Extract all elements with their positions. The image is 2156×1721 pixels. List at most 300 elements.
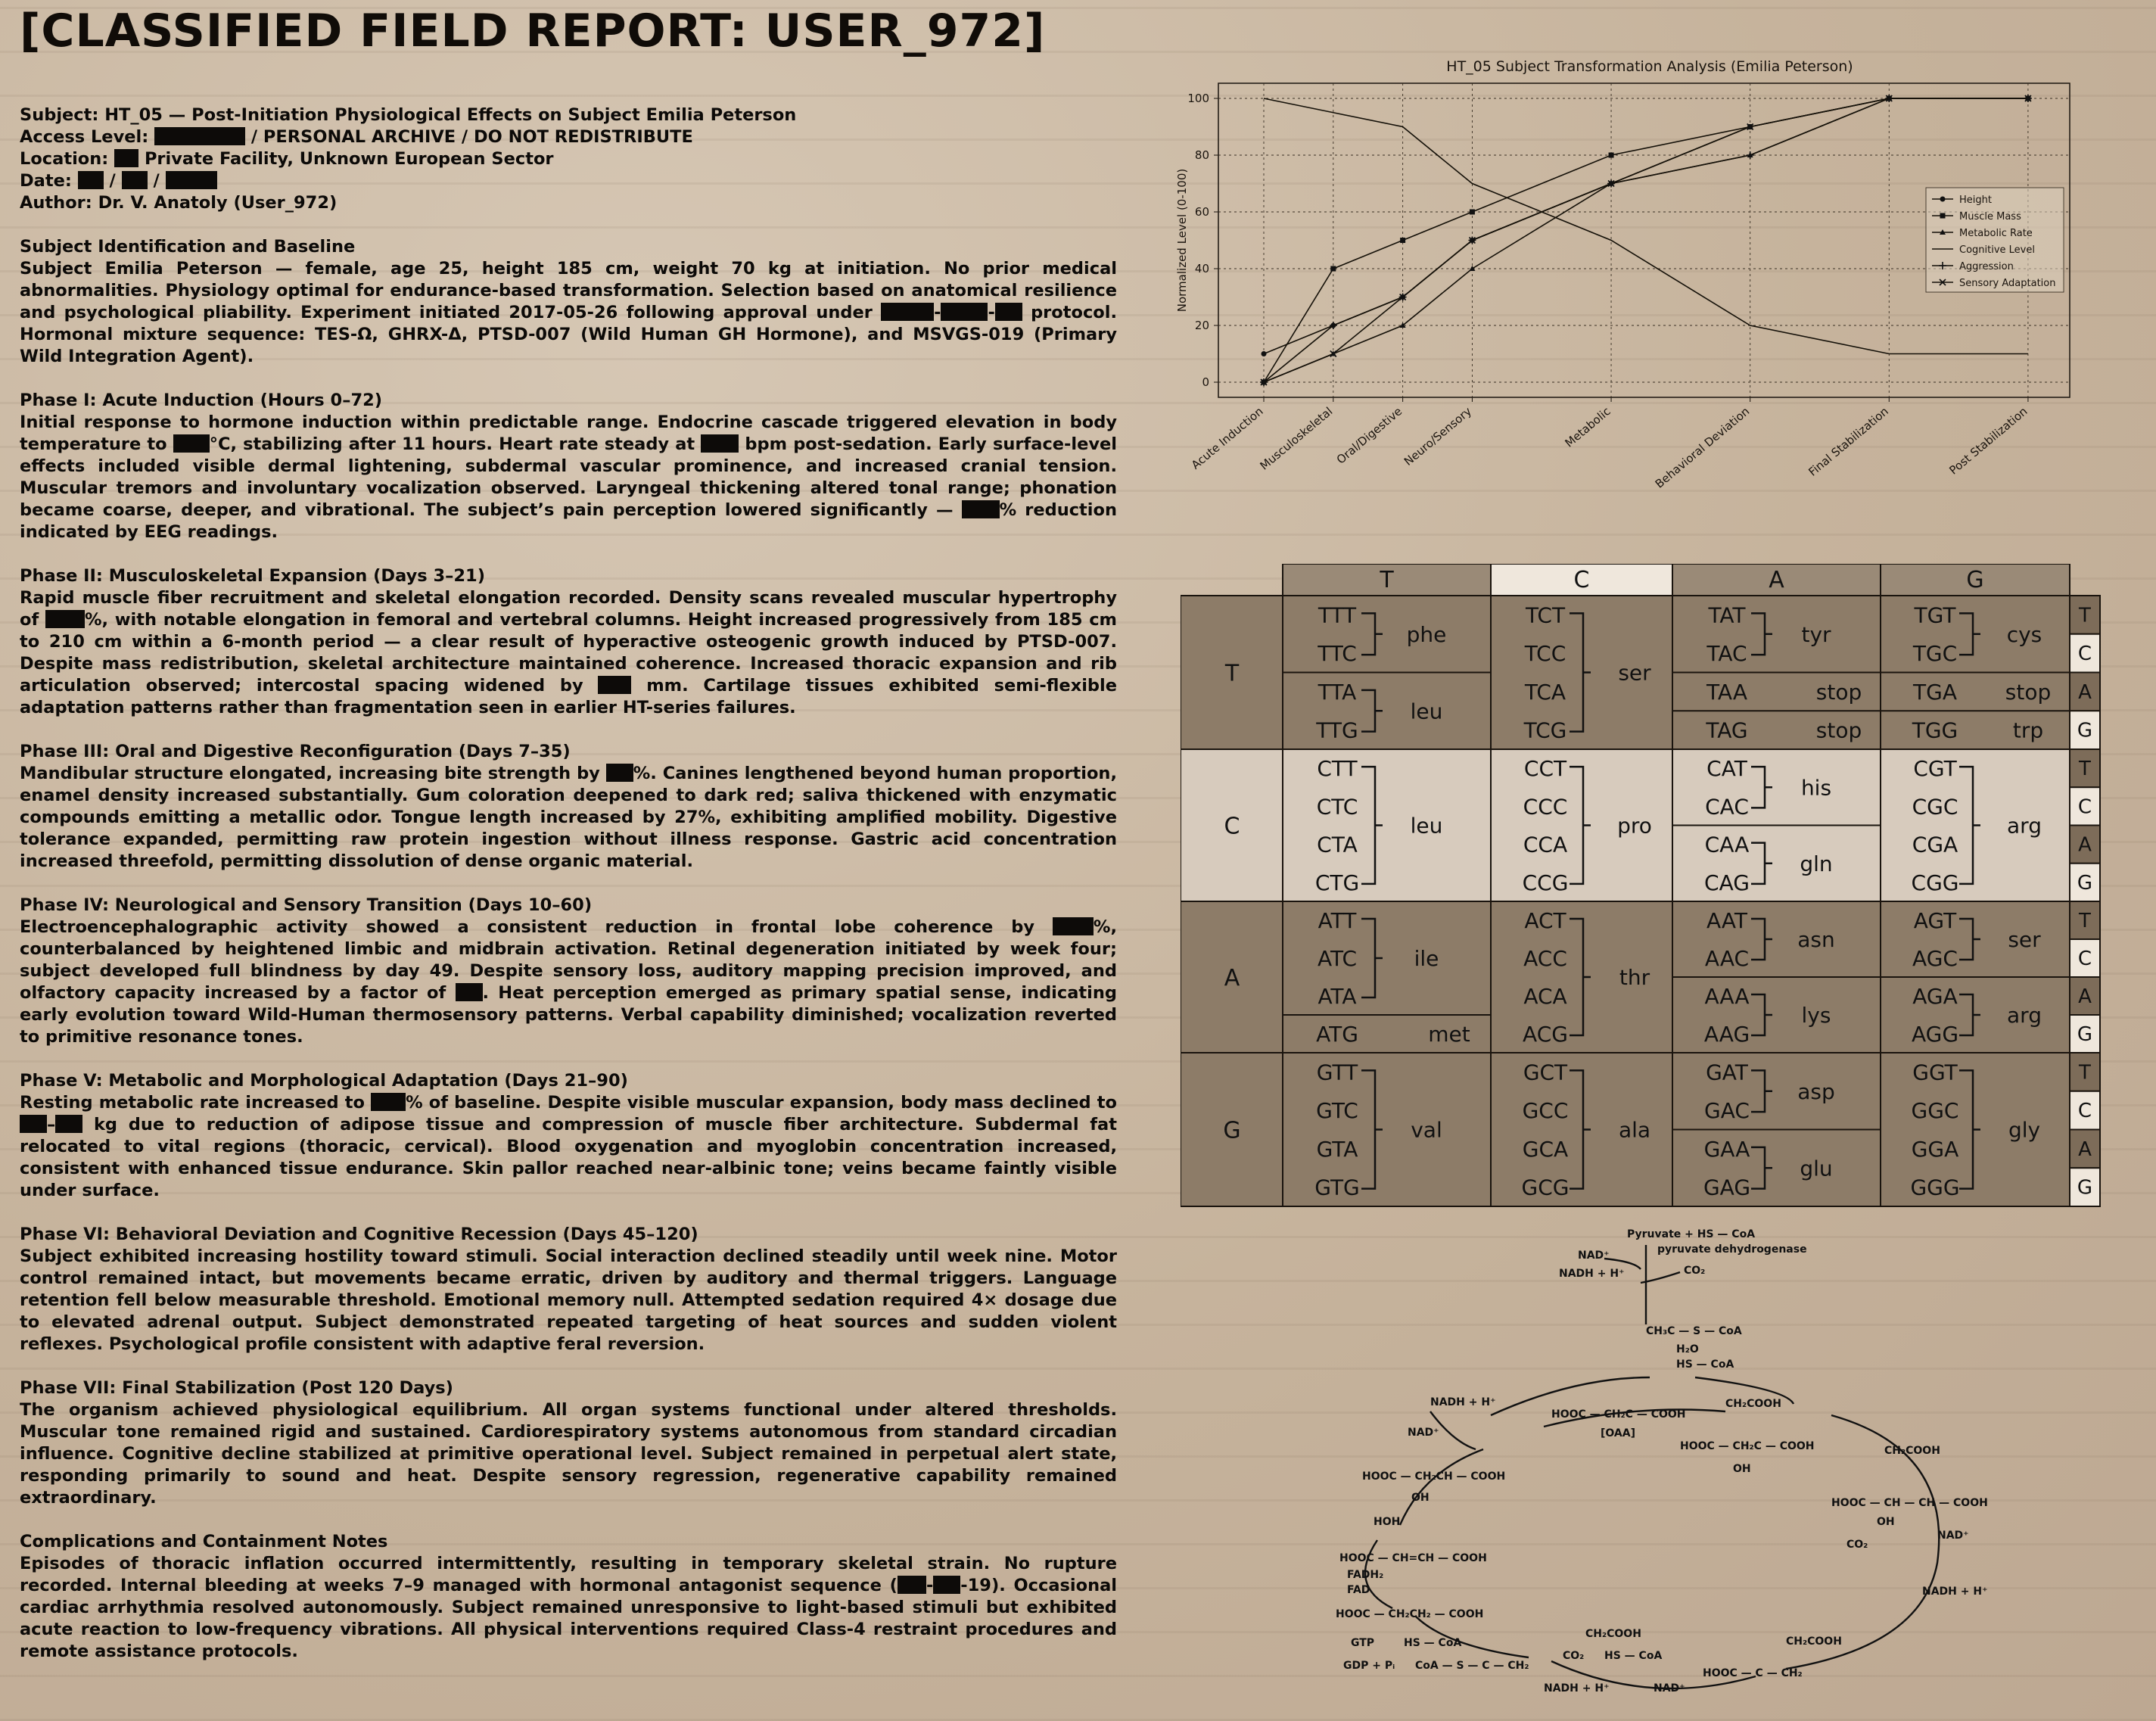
amino-acid-label: tyr <box>1801 621 1831 647</box>
codon-label: GTG <box>1314 1175 1360 1200</box>
paragraph-text: The organism achieved physiological equilibrium. All organ systems functional under altered thresholds. Muscular tone remained rigid and sustained. Cardiorespiratory systems autonomous from standard circadian influence. Cognitive decline stabilized at primitive operational level. Subject remained in perpetual alert state, responding primarily to sound and heat. Despite sensory regression, regenerative capability remained extraordinary. <box>20 1400 1117 1508</box>
x-tick-label: Final Stabilization <box>1806 404 1891 479</box>
codon-label: TAC <box>1706 641 1747 667</box>
redaction-bar <box>606 764 633 782</box>
codon-label: TCA <box>1524 679 1566 705</box>
codon-label: CAC <box>1705 794 1749 820</box>
third-base: C <box>2077 643 2092 666</box>
third-base: C <box>2077 948 2092 970</box>
redaction-bar <box>173 434 210 453</box>
y-tick-label: 20 <box>1194 319 1209 332</box>
amino-acid-label: pro <box>1617 813 1652 839</box>
codon-row-T <box>1181 596 2100 749</box>
paragraph-text: Electroencephalographic activity showed a consistent reduction in frontal lobe coherence by <box>20 917 1053 937</box>
amino-acid-label: ala <box>1618 1117 1651 1143</box>
codon-label: AGA <box>1912 984 1958 1009</box>
header-base: A <box>1769 567 1784 593</box>
report-section <box>20 390 1117 543</box>
pathway-label: HOOC — CH — CH — COOH <box>1831 1497 1988 1509</box>
x-tick-label: Post Stabilization <box>1946 404 2030 478</box>
redaction-bar <box>941 303 988 321</box>
codon-label: CTA <box>1317 832 1358 857</box>
third-base: G <box>2077 871 2093 895</box>
pathway-label: FADH₂ <box>1347 1569 1384 1581</box>
paragraph-text: . Heat perception emerged as primary spatial sense, indicating early evolution toward Wild-Human thermosensory patterns. Verbal capability diminished; vocalization reverted to primitive resonance tones. <box>20 983 1117 1047</box>
report-sections <box>20 236 1117 1663</box>
x-tick-label: Musculoskeletal <box>1257 404 1336 473</box>
redaction-bar <box>881 303 934 321</box>
section-heading: Phase I: Acute Induction (Hours 0–72) <box>20 391 383 410</box>
codon-label: GTA <box>1316 1136 1358 1162</box>
redaction-bar <box>995 303 1022 321</box>
amino-acid-label: asp <box>1797 1078 1835 1104</box>
series-line <box>1264 98 2028 382</box>
pathway-label: HOOC — CH₂C — COOH <box>1551 1408 1686 1421</box>
codon-label: CCT <box>1523 756 1567 782</box>
date-separator: / <box>147 171 166 191</box>
section-paragraph <box>20 587 1117 719</box>
paragraph-text: - <box>926 1576 934 1595</box>
point-marker <box>1940 197 1946 202</box>
y-tick-label: 40 <box>1194 262 1209 275</box>
pathway-label: [OAA] <box>1601 1427 1635 1439</box>
section-paragraph <box>20 917 1117 1048</box>
section-paragraph <box>20 1553 1117 1663</box>
report-section <box>20 1377 1117 1509</box>
pathway-label: NAD⁺ <box>1937 1530 1969 1542</box>
third-base: T <box>2079 604 2091 627</box>
section-paragraph <box>20 1092 1117 1202</box>
codon-label: GAT <box>1706 1060 1748 1085</box>
codon-table <box>1181 564 2111 1207</box>
paragraph-text: Mandibular structure elongated, increasing bite strength by <box>20 764 606 783</box>
amino-acid-label: leu <box>1410 699 1443 724</box>
codon-label: TGG <box>1912 717 1958 743</box>
codon-label: TCC <box>1524 641 1566 667</box>
legend-box <box>1926 188 2064 292</box>
codon-label: TGC <box>1912 641 1958 667</box>
pathway-label: CH₂COOH <box>1725 1398 1781 1410</box>
pathway-label: NAD⁺ <box>1408 1427 1439 1439</box>
amino-acid-label: ser <box>1618 660 1651 686</box>
pathway-label: HOOC — CH₂C — COOH <box>1680 1440 1815 1452</box>
codon-label: ATT <box>1318 908 1357 933</box>
codon-label: CTC <box>1316 794 1358 820</box>
location-line <box>20 148 1117 170</box>
codon-label: TAG <box>1706 717 1748 743</box>
codon-label: GCC <box>1522 1098 1569 1124</box>
pathway-label: Pyruvate + HS — CoA <box>1627 1228 1756 1240</box>
codon-label: ACC <box>1523 946 1567 971</box>
codon-label: CCC <box>1523 794 1568 820</box>
codon-label: AAT <box>1706 908 1748 933</box>
section-heading: Phase VI: Behavioral Deviation and Cognitive Recession (Days 45–120) <box>20 1225 698 1244</box>
codon-label: AAC <box>1704 946 1750 971</box>
pathway-label: CH₂COOH <box>1884 1445 1940 1457</box>
amino-acid-label: thr <box>1619 965 1650 990</box>
pathway-label: FAD <box>1347 1584 1370 1596</box>
y-tick-label: 0 <box>1202 375 1209 389</box>
subject-line: Subject: HT_05 — Post-Initiation Physiological Effects on Subject Emilia Peterson <box>20 105 797 125</box>
point-marker <box>1609 153 1614 158</box>
codon-label: TTA <box>1318 679 1357 705</box>
access-level-value: / PERSONAL ARCHIVE / DO NOT REDISTRIBUTE <box>245 127 693 147</box>
codon-label: GCG <box>1521 1175 1570 1200</box>
section-heading: Phase VII: Final Stabilization (Post 120 Days) <box>20 1378 453 1398</box>
pathway-label: HS — CoA <box>1404 1637 1462 1649</box>
codon-label: TTC <box>1318 641 1357 667</box>
codon-label: ACG <box>1523 1022 1568 1047</box>
third-base: C <box>2077 1100 2092 1123</box>
redaction-bar <box>78 171 104 189</box>
report-title: [CLASSIFIED FIELD REPORT: USER_972] <box>20 5 1046 58</box>
pathway-label: HOOC — CH₂CH — COOH <box>1362 1470 1506 1483</box>
point-marker <box>1330 266 1336 272</box>
section-heading: Phase V: Metabolic and Morphological Adaptation (Days 21–90) <box>20 1071 628 1091</box>
pathway-label: CH₃C — S — CoA <box>1646 1325 1742 1337</box>
point-marker <box>1470 210 1475 215</box>
report-section <box>20 895 1117 1048</box>
redaction-bar <box>122 171 148 189</box>
codon-label: ATA <box>1318 984 1357 1009</box>
report-section <box>20 1224 1117 1355</box>
pathway-label: NADH + H⁺ <box>1922 1586 1988 1598</box>
codon-label: TTT <box>1318 602 1357 628</box>
codon-label: CCG <box>1522 870 1569 895</box>
codon-label: AGC <box>1912 946 1958 971</box>
point-marker <box>1940 213 1946 219</box>
first-base: C <box>1224 813 1240 840</box>
report-section <box>20 236 1117 368</box>
header-base: G <box>1966 567 1984 593</box>
legend-entry: Muscle Mass <box>1959 211 2021 223</box>
krebs-labels <box>1336 1228 1988 1695</box>
pathway-label: CoA — S — C — CH₂ <box>1415 1660 1529 1672</box>
paragraph-text: %. Canines lengthened beyond human proportion, enamel density increased substantially. Gum coloration deepened to dark red; saliva thickened with enzymatic compounds emitting a metallic odor. Tongue length increased by 27%, exhibiting amplified mobility. Digestive tolerance expanded, permitting raw protein ingestion without illness response. Gastric acid concentration increased threefold, permitting dissolution of dense organic material. <box>20 764 1117 871</box>
amino-acid-label: arg <box>2007 1003 2042 1028</box>
pathway-label: NADH + H⁺ <box>1559 1268 1625 1280</box>
location-value: Private Facility, Unknown European Sector <box>138 149 554 169</box>
x-tick-label: Metabolic <box>1562 404 1613 450</box>
paragraph-text: protocol. Hormonal mixture sequence: TES-Ω, GHRX-Δ, PTSD-007 (Wild Human GH Hormone), and MSVGS-019 (Primary Wild Integration Agent). <box>20 303 1117 366</box>
third-base: A <box>2078 680 2092 704</box>
x-tick-label: Acute Induction <box>1188 404 1266 472</box>
series-line <box>1264 98 2028 382</box>
pathway-label: CH₂COOH <box>1786 1635 1842 1648</box>
y-tick-label: 60 <box>1194 205 1209 219</box>
paragraph-text: Rapid muscle fiber recruitment and skeletal elongation recorded. Density scans revealed muscular hypertrophy of <box>20 588 1117 630</box>
pathway-label: OH <box>1411 1492 1430 1504</box>
point-marker <box>1469 266 1475 271</box>
third-base: A <box>2078 1137 2092 1161</box>
krebs-cycle-canvas <box>1302 1222 1998 1699</box>
codon-label: TAA <box>1706 679 1748 705</box>
redaction-bar <box>701 434 739 453</box>
codon-label: TAT <box>1708 602 1746 628</box>
first-base: G <box>1223 1117 1241 1144</box>
paragraph-text: – <box>47 1115 56 1134</box>
amino-acid-label: met <box>1428 1022 1470 1047</box>
paragraph-text: % of baseline. Despite visible muscular expansion, body mass declined to <box>406 1093 1117 1113</box>
redaction-bar <box>962 500 1000 518</box>
legend-entry: Sensory Adaptation <box>1959 278 2056 289</box>
y-tick-label: 80 <box>1194 148 1209 162</box>
report-section <box>20 565 1117 719</box>
amino-acid-label: trp <box>2012 717 2044 743</box>
third-base: T <box>2079 758 2091 781</box>
amino-acid-label: stop <box>1815 679 1862 705</box>
codon-label: CAT <box>1706 756 1747 782</box>
redaction-bar <box>456 983 483 1001</box>
third-base: A <box>2078 833 2092 857</box>
codon-label: ATC <box>1318 946 1357 971</box>
transformation-chart <box>1169 53 2100 522</box>
pathway-label: HOOC — C — CH₂ <box>1703 1667 1803 1679</box>
codon-label: GAA <box>1703 1136 1750 1162</box>
codon-label: ACT <box>1524 908 1566 933</box>
x-tick-label: Neuro/Sensory <box>1401 404 1475 468</box>
date-line <box>20 170 1117 192</box>
paragraph-text: %, counterbalanced by heightened limbic and midbrain activation. Retinal degeneration initiated by week four; subject developed full blindness by day 49. Despite sensory loss, auditory mapping precision improved, and olfactory capacity increased by a factor of <box>20 917 1117 1003</box>
amino-acid-label: phe <box>1406 621 1447 647</box>
legend-entry: Height <box>1959 195 1992 206</box>
amino-acid-label: stop <box>1815 717 1862 743</box>
legend-entry: Cognitive Level <box>1959 244 2035 256</box>
pathway-label: CH₂COOH <box>1585 1628 1641 1640</box>
section-paragraph <box>20 1399 1117 1509</box>
section-heading: Subject Identification and Baseline <box>20 237 356 257</box>
amino-acid-label: stop <box>2005 679 2052 705</box>
section-heading: Phase IV: Neurological and Sensory Transition (Days 10–60) <box>20 895 593 915</box>
codon-label: TCG <box>1523 717 1567 743</box>
codon-row-G <box>1181 1053 2100 1206</box>
paragraph-text: mm. Cartilage tissues exhibited semi-flexible adaptation patterns rather than fragmentation seen in earlier HT-series failures. <box>20 676 1117 717</box>
codon-label: CTT <box>1317 756 1358 782</box>
amino-acid-label: asn <box>1797 927 1835 952</box>
report-body <box>20 104 1117 1663</box>
pathway-label: GTP <box>1351 1637 1375 1649</box>
pathway-label: GDP + Pᵢ <box>1343 1660 1395 1672</box>
chart-canvas <box>1169 53 2100 522</box>
pathway-label: NADH + H⁺ <box>1430 1396 1496 1408</box>
section-paragraph <box>20 763 1117 873</box>
third-base: G <box>2077 719 2093 742</box>
third-base: A <box>2078 985 2092 1008</box>
chart-title: HT_05 Subject Transformation Analysis (Emilia Peterson) <box>1446 58 1853 75</box>
paragraph-text: °C, stabilizing after 11 hours. Heart rate steady at <box>209 434 702 454</box>
paragraph-text: %, with notable elongation in femoral and vertebral columns. Height increased progressively from 185 cm to 210 cm within a 6-month period — a clear result of hyperactive osteogenic growth induced by PTSD-007. Despite mass redistribution, skeletal architecture maintained coherence. Increased thoracic expansion and rib articulation observed; intercostal spacing widened by <box>20 610 1117 696</box>
amino-acid-label: his <box>1800 775 1832 801</box>
third-base: G <box>2077 1176 2093 1200</box>
codon-label: AAA <box>1704 984 1750 1009</box>
series-metabolic-rate <box>1261 95 2031 384</box>
amino-acid-label: val <box>1411 1117 1442 1143</box>
codon-label: CCA <box>1523 832 1568 857</box>
codon-label: CGC <box>1912 794 1958 820</box>
amino-acid-label: ile <box>1414 946 1439 971</box>
pathway-label: HS — CoA <box>1604 1650 1663 1662</box>
codon-label: GTT <box>1316 1060 1358 1085</box>
codon-label: GGG <box>1910 1175 1960 1200</box>
legend-entry: Aggression <box>1959 261 2014 272</box>
codon-label: TGT <box>1914 602 1956 628</box>
codon-label: GTC <box>1316 1098 1358 1124</box>
codon-label: CGA <box>1912 832 1958 857</box>
amino-acid-label: lys <box>1801 1003 1831 1028</box>
codon-label: AAG <box>1703 1022 1750 1047</box>
codon-row-A <box>1181 901 2100 1053</box>
section-paragraph <box>20 1246 1117 1355</box>
paragraph-text: Resting metabolic rate increased to <box>20 1093 372 1113</box>
access-level-label: Access Level: <box>20 127 149 147</box>
amino-acid-label: gln <box>1800 851 1833 876</box>
pathway-label: CO₂ <box>1846 1539 1868 1551</box>
redaction-bar <box>20 1115 47 1133</box>
chart-legend <box>1926 188 2064 292</box>
codon-header <box>1283 564 2070 596</box>
krebs-arrows <box>1365 1245 1939 1688</box>
pathway-label: HS — CoA <box>1676 1358 1734 1371</box>
legend-entry: Metabolic Rate <box>1959 228 2033 239</box>
third-base: G <box>2077 1023 2093 1046</box>
section-paragraph <box>20 258 1117 368</box>
codon-label: GAC <box>1704 1098 1750 1124</box>
paragraph-text: Subject exhibited increasing hostility toward stimuli. Social interaction declined steadily until week nine. Motor control remained intact, but movements became erratic, driven by auditory and thermal triggers. Language retention fell below measurable threshold. Emotional memory null. Attempted sedation required 4× dosage due to elevated adrenal output. Subject demonstrated repeated targeting of heat sources and sudden violent reflexes. Psychological profile consistent with adaptive feral reversion. <box>20 1246 1117 1354</box>
pathway-label: CO₂ <box>1563 1650 1585 1662</box>
first-base: T <box>1224 660 1240 687</box>
y-tick-label: 100 <box>1187 92 1209 105</box>
redaction-bar <box>598 676 631 694</box>
series-height <box>1262 96 2031 357</box>
pathway-arrow <box>1400 1449 1483 1525</box>
redaction-bar <box>1053 917 1094 935</box>
report-section <box>20 1070 1117 1202</box>
redaction-bar <box>898 1576 926 1594</box>
redaction-bar <box>166 171 217 189</box>
amino-acid-label: gly <box>2008 1117 2041 1143</box>
codon-label: GCA <box>1522 1136 1569 1162</box>
pathway-label: pyruvate dehydrogenase <box>1657 1243 1807 1256</box>
amino-acid-label: leu <box>1410 813 1443 839</box>
redaction-bar <box>933 1576 960 1594</box>
header-base: T <box>1380 567 1394 593</box>
codon-label: CGG <box>1911 870 1959 895</box>
paragraph-text: Episodes of thoracic inflation occurred intermittently, resulting in temporary skeletal strain. No rupture recorded. Internal bleeding at weeks 7–9 managed with hormonal antagonist sequence ( <box>20 1554 1117 1595</box>
codon-label: CAG <box>1704 870 1750 895</box>
codon-label: GGA <box>1911 1136 1959 1162</box>
redaction-bar <box>45 610 85 628</box>
series-line <box>1264 98 2028 382</box>
first-base: A <box>1224 965 1240 991</box>
series-muscle-mass <box>1262 96 2031 385</box>
pathway-label: NAD⁺ <box>1654 1682 1685 1695</box>
pathway-label: CO₂ <box>1684 1265 1706 1277</box>
series-sensory-adaptation <box>1261 95 2031 385</box>
codon-label: CAA <box>1704 832 1750 857</box>
location-label: Location: <box>20 149 109 169</box>
codon-label: ACA <box>1523 984 1567 1009</box>
report-section <box>20 1531 1117 1663</box>
section-heading: Phase II: Musculoskeletal Expansion (Days 3–21) <box>20 566 485 586</box>
codon-label: GGT <box>1912 1060 1958 1085</box>
series-line <box>1264 98 2028 354</box>
series-cognitive-level <box>1264 98 2028 354</box>
date-label: Date: <box>20 171 72 191</box>
pathway-label: OH <box>1877 1516 1895 1528</box>
author-line: Author: Dr. V. Anatoly (User_972) <box>20 193 338 213</box>
codon-label: TTG <box>1316 717 1358 743</box>
x-tick-label: Oral/Digestive <box>1333 404 1405 467</box>
codon-label: GGC <box>1911 1098 1959 1124</box>
redaction-bar <box>154 127 245 145</box>
amino-acid-label: ser <box>2008 927 2041 952</box>
x-tick-label: Behavioral Deviation <box>1652 404 1753 491</box>
access-level-line <box>20 126 1117 148</box>
amino-acid-label: cys <box>2006 621 2042 647</box>
series-line <box>1264 98 2028 382</box>
paragraph-text: Subject Emilia Peterson — female, age 25, height 185 cm, weight 70 kg at initiation. No prior medical abnormalities. Physiology optimal for endurance-based transformation. Selection based on anatomical resilience and psychological pliability. Experiment initiated 2017-05-26 following approval under <box>20 259 1117 322</box>
pathway-label: NADH + H⁺ <box>1544 1682 1610 1695</box>
paragraph-text: % reduction indicated by EEG readings. <box>20 500 1117 542</box>
codon-label: AGG <box>1911 1022 1959 1047</box>
codon-row-C <box>1181 749 2100 901</box>
krebs-cycle-diagram <box>1302 1222 1998 1699</box>
point-marker <box>1747 151 1754 159</box>
section-heading: Phase III: Oral and Digestive Reconfiguration (Days 7–35) <box>20 742 571 761</box>
codon-label: CGT <box>1913 756 1957 782</box>
pathway-label: H₂O <box>1676 1343 1699 1355</box>
codon-label: TCT <box>1525 602 1566 628</box>
pathway-label: OH <box>1733 1463 1751 1475</box>
paragraph-text: - <box>988 303 995 322</box>
amino-acid-label: glu <box>1800 1156 1833 1181</box>
pathway-label: HOH <box>1374 1516 1401 1528</box>
header-base: C <box>1573 567 1590 593</box>
amino-acid-label: arg <box>2007 813 2042 839</box>
third-base: T <box>2079 910 2091 932</box>
third-base: T <box>2079 1061 2091 1085</box>
paragraph-text: bpm post-sedation. Early surface-level effects included visible dermal lightening, subdermal vascular prominence, and increased cranial tension. Muscular tremors and involuntary vocalization observed. Laryngeal thickening altered tonal range; phonation became coarse, deeper, and vibrational. The subject’s pain perception lowered significantly — <box>20 434 1117 520</box>
redaction-bar <box>55 1115 82 1133</box>
redaction-bar <box>114 149 138 167</box>
pathway-label: HOOC — CH₂CH₂ — COOH <box>1336 1608 1484 1620</box>
series-aggression <box>1260 95 2032 386</box>
pathway-label: HOOC — CH=CH — COOH <box>1339 1552 1487 1564</box>
codon-label: GCT <box>1523 1060 1568 1085</box>
report-section <box>20 741 1117 873</box>
point-marker <box>1262 351 1267 356</box>
codon-label: AGT <box>1913 908 1957 933</box>
redaction-bar <box>371 1093 406 1111</box>
pathway-label: NAD⁺ <box>1578 1250 1610 1262</box>
point-marker <box>1400 238 1405 243</box>
paragraph-text: -19). Occasional cardiac arrhythmia resolved autonomously. Subject remained unresponsive to light-based stimuli but exhibited acute reaction to low-frequency vibrations. All physical interventions required Class-4 restraint procedures and remote assistance protocols. <box>20 1576 1117 1661</box>
codon-label: ATG <box>1316 1022 1358 1047</box>
date-separator: / <box>103 171 122 191</box>
codon-table-canvas <box>1181 564 2111 1207</box>
section-paragraph <box>20 412 1117 543</box>
codon-label: CTG <box>1314 870 1360 895</box>
series-line <box>1264 98 2028 354</box>
y-axis-label: Normalized Level (0-100) <box>1175 168 1189 313</box>
codon-label: TGA <box>1913 679 1957 705</box>
paragraph-text: Initial response to hormone induction within predictable range. Endocrine cascade triggered elevation in body temperature to <box>20 412 1117 454</box>
paragraph-text: - <box>934 303 941 322</box>
codon-label: GAG <box>1703 1175 1751 1200</box>
section-heading: Complications and Containment Notes <box>20 1532 388 1551</box>
third-base: C <box>2077 795 2092 819</box>
paragraph-text: kg due to reduction of adipose tissue and compression of muscle fiber architecture. Subdermal fat relocated to vital regions (thoracic, cervical). Blood oxygenation and myoglobin concentration increased, consistent with enhanced tissue endurance. Skin pallor reached near-albinic tone; veins became faintly visible under surface. <box>20 1115 1117 1200</box>
